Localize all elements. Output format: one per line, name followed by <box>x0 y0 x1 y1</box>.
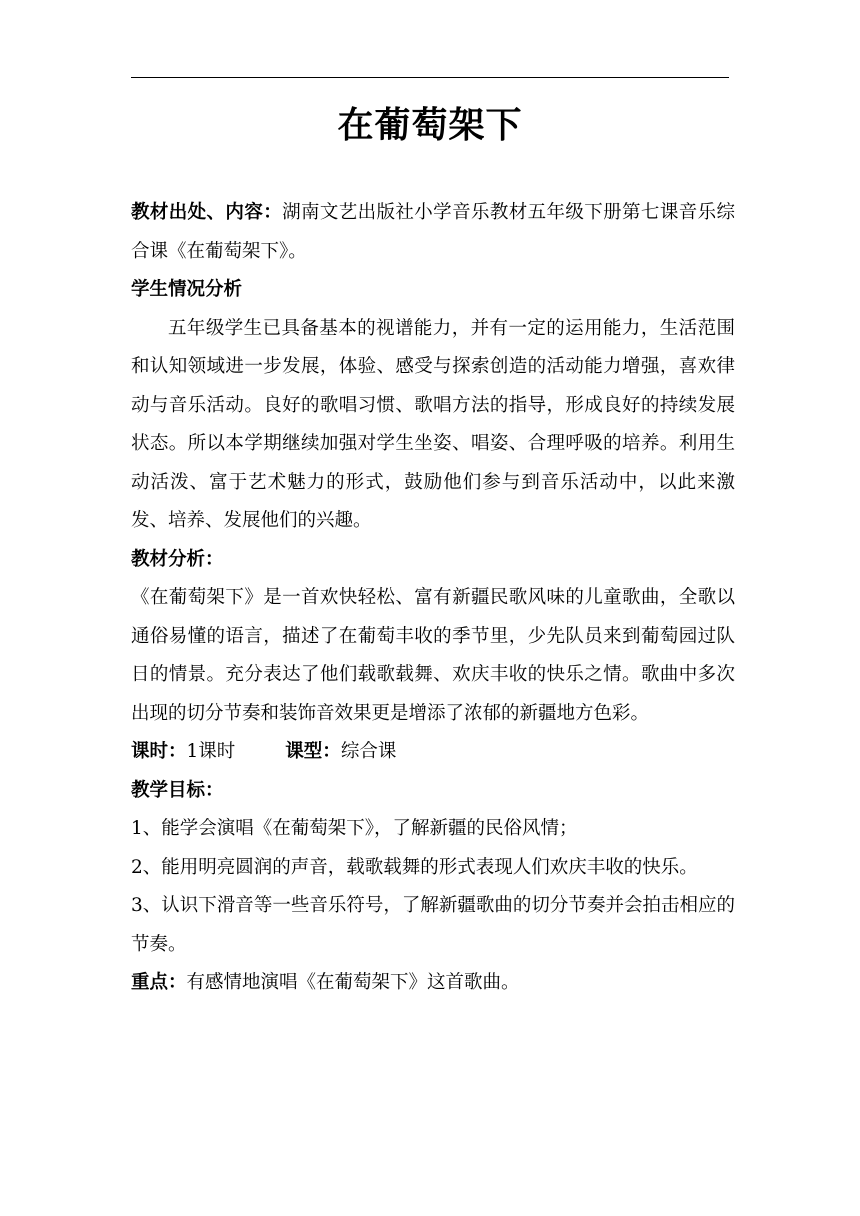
material-analysis-text: 《在葡萄架下》是一首欢快轻松、富有新疆民歌风味的儿童歌曲，全歌以通俗易懂的语言，描述了在葡萄丰收的季节里，少先队员来到葡萄园过队日的情景。充分表达了他们载歌载舞、欢庆丰收的快乐之情。歌曲中多次出现的切分节奏和装饰音效果更是增添了浓郁的新疆地方色彩。 <box>131 587 735 724</box>
header-rule <box>131 77 729 78</box>
source-paragraph <box>131 194 735 271</box>
objective-item: 3、认识下滑音等一些音乐符号，了解新疆歌曲的切分节奏并会拍击相应的节奏。 <box>131 895 735 955</box>
student-analysis-text: 五年级学生已具备基本的视谱能力，并有一定的运用能力，生活范围和认知领域进一步发展，体验、感受与探索创造的活动能力增强，喜欢律动与音乐活动。良好的歌唱习惯、歌唱方法的指导，形成良好的持续发展状态。所以本学期继续加强对学生坐姿、唱姿、合理呼吸的培养。利用生动活泼、富于艺术魅力的形式，鼓励他们参与到音乐活动中，以此来激发、培养、发展他们的兴趣。 <box>131 317 735 531</box>
objective-item: 2、能用明亮圆润的声音，载歌载舞的形式表现人们欢庆丰收的快乐。 <box>131 856 698 878</box>
lesson-info <box>131 733 735 772</box>
student-analysis-heading: 学生情况分析 <box>131 279 243 300</box>
objectives-heading: 教学目标： <box>131 779 224 801</box>
lesson-hours-value: 1课时 <box>186 741 236 762</box>
lesson-type-label: 课型： <box>285 741 341 762</box>
lesson-type-value: 综合课 <box>340 741 397 762</box>
source-label: 教材出处、内容： <box>131 202 283 223</box>
objective-item: 1、能学会演唱《在葡萄架下》，了解新疆的民俗风情； <box>131 818 578 839</box>
lesson-hours-label: 课时： <box>131 741 187 762</box>
source-text: 湖南文艺出版社小学音乐教材五年级下册第七课音乐综合课《在葡萄架下》。 <box>131 202 735 262</box>
key-point-label: 重点： <box>131 972 187 993</box>
material-analysis-heading: 教材分析： <box>131 548 224 570</box>
key-point <box>131 964 735 1003</box>
document-title: 在葡萄架下 <box>337 104 523 146</box>
document-body <box>131 194 735 1003</box>
key-point-text: 有感情地演唱《在葡萄架下》这首歌曲。 <box>186 972 520 993</box>
